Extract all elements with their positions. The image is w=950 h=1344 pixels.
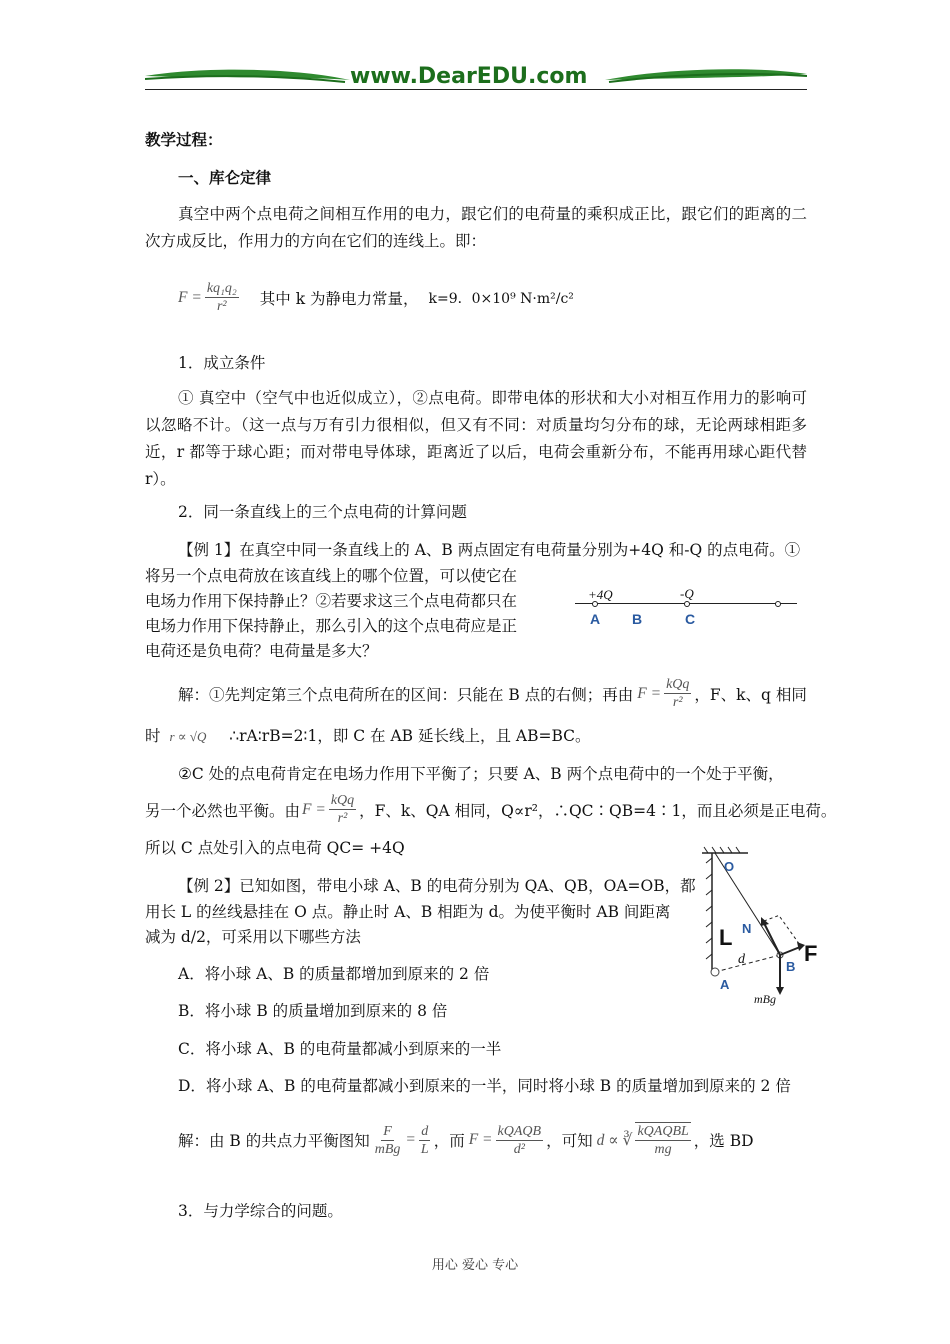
solution-1-fraction-2 — [329, 792, 356, 827]
charge-a-label: +4Q — [588, 587, 613, 602]
solution-1-frac2-den: r² — [337, 811, 348, 826]
formula-fraction — [205, 280, 239, 315]
subsection-2-title: 2．同一条直线上的三个点电荷的计算问题 — [178, 503, 467, 521]
option-d: D．将小球 A、B 的电荷量都减小到原来的一半，同时将小球 B 的质量增加到原来的 2 倍 — [178, 1077, 791, 1095]
formula-k-value: k=9．0×10⁹ N·m²/c² — [428, 290, 574, 307]
point-c-label: C — [685, 611, 696, 627]
solution-1-text-c1: 时 — [145, 727, 161, 745]
solution-1-frac-den: r² — [672, 695, 683, 710]
solution-1-line-1 — [178, 676, 807, 711]
example-1-line-3: 电场力作用下保持静止？②若要求这三个点电荷都只在 — [145, 592, 518, 610]
header-left-swoosh-icon — [145, 66, 350, 88]
header-right-swoosh-icon — [605, 66, 807, 88]
point-a-ball-label: A — [720, 977, 730, 992]
example-2-figure — [698, 845, 823, 1010]
solution-2-frac4-num: kQAQBL — [637, 1124, 689, 1139]
solution-2-frac1-den: mBg — [374, 1141, 401, 1157]
formula-denominator: r² — [216, 299, 227, 314]
solution-2-frac3-den: d² — [513, 1141, 525, 1157]
example-1-line-2: 将另一个点电荷放在该直线上的哪个位置，可以使它在 — [145, 567, 518, 585]
solution-1-text-d2a: 另一个必然也平衡。由 — [145, 801, 301, 820]
solution-2-text-e: ，选 BD — [693, 1132, 754, 1150]
point-a-label: A — [590, 611, 601, 627]
solution-2-frac4-den: mg — [654, 1142, 672, 1157]
solution-1-text-c2: ∴rA∶rB=2∶1，即 C 在 AB 延长线上，且 AB=BC。 — [229, 727, 591, 745]
length-l-label: L — [719, 925, 733, 950]
solution-2-frac3-num: kQAQB — [497, 1123, 542, 1139]
solution-1-line-2 — [145, 724, 591, 746]
force-f-label: F — [804, 941, 818, 966]
option-c: C．将小球 A、B 的电荷量都减小到原来的一半 — [178, 1040, 502, 1058]
solution-2-frac2-num: d — [421, 1123, 429, 1139]
solution-2-line — [178, 1122, 754, 1158]
option-a: A．将小球 A、B 的质量都增加到原来的 2 倍 — [178, 965, 490, 983]
solution-2-text-c: ，可知 — [546, 1132, 593, 1150]
solution-1-frac2-lhs: F = — [302, 800, 326, 818]
point-b-label: B — [632, 611, 643, 627]
pendulum-diagram — [698, 845, 823, 1010]
distance-d-label: d — [738, 952, 745, 967]
example-1-line-5: 电荷还是负电荷？电荷量是多大？ — [145, 642, 378, 660]
page-header — [145, 62, 807, 92]
subsection-1-title: 1．成立条件 — [178, 354, 266, 372]
heading-coulomb-law: 一、库仑定律 — [178, 168, 272, 187]
option-b: B．将小球 B 的质量增加到原来的 8 倍 — [178, 1002, 448, 1020]
formula-description: 其中 k 为静电力常量， — [259, 289, 419, 308]
solution-1-frac-lhs: F = — [637, 684, 662, 702]
solution-2-text-b: ，而 — [433, 1132, 465, 1150]
point-o-label: O — [724, 859, 735, 874]
solution-2-frac3-lhs: F = — [468, 1131, 493, 1148]
intro-paragraph: 真空中两个点电荷之间相互作用的电力，跟它们的电荷量的乘积成正比，跟它们的距离的二次方成反比，作用力的方向在它们的连线上。即： — [145, 205, 807, 250]
solution-2-proportion: d ∝ ∛ — [596, 1131, 633, 1149]
section-title: 教学过程： — [145, 130, 223, 149]
solution-2-fraction-3 — [496, 1123, 544, 1158]
example-2-line-1: 【例 2】已知如图，带电小球 A、B 的电荷分别为 QA、QB，OA=OB，都 — [178, 877, 696, 895]
solution-1-text-a: 解：①先判定第三个点电荷所在的区间：只能在 B 点的右侧；再由 — [178, 685, 634, 704]
solution-1-proportion: r ∝ √Q — [169, 729, 207, 744]
solution-1-frac-num: kQq — [666, 677, 690, 692]
solution-1-line-4 — [145, 792, 836, 827]
subsection-3-title: 3．与力学综合的问题。 — [178, 1202, 343, 1220]
solution-1-frac2-num: kQq — [330, 793, 355, 808]
point-end-dot — [775, 601, 781, 607]
solution-2-text-a: 解：由 B 的共点力平衡图知 — [178, 1132, 370, 1150]
point-b-ball-label: B — [786, 959, 796, 974]
solution-2-frac2-den: L — [420, 1141, 429, 1157]
example-1-line-1: 【例 1】在真空中同一条直线上的 A、B 两点固定有电荷量分别为+4Q 和-Q 的点电荷。① — [178, 541, 801, 559]
example-1-figure — [570, 585, 800, 635]
solution-1-fraction — [664, 676, 691, 711]
header-rule — [145, 89, 807, 90]
example-2-line-2: 用长 L 的丝线悬挂在 O 点。静止时 A、B 相距为 d。为使平衡时 AB 间距离 — [145, 903, 671, 921]
page-footer: 用心 爱心 专心 — [431, 1258, 519, 1273]
header-site-url[interactable]: www.DearEDU.com — [350, 64, 588, 89]
solution-2-frac1-num: F — [383, 1123, 392, 1139]
solution-1-text-d2b: ，F、k、QA 相同，Q∝r²，∴QC∶QB=4∶1，而且必须是正电荷。 — [359, 801, 837, 820]
weight-mg-label: mBg — [754, 992, 776, 1006]
formula-numerator: kq₁q₂ — [206, 281, 237, 296]
example-1-line-4: 电场力作用下保持静止，那么引入的这个点电荷应是正 — [145, 617, 518, 635]
solution-1-line-5: 所以 C 点处引入的点电荷 QC= +4Q — [145, 839, 405, 857]
solution-2-fraction-4 — [635, 1122, 690, 1158]
formula-lhs: F = — [178, 288, 202, 306]
solution-2-equals: = — [405, 1131, 416, 1148]
solution-2-fraction-2 — [419, 1123, 431, 1158]
normal-n-label: N — [742, 921, 752, 936]
solution-1-text-b: ，F、k、q 相同 — [694, 685, 807, 704]
solution-1-line-3: ②C 处的点电荷肯定在电场力作用下平衡了；只要 A、B 两个点电荷中的一个处于平衡， — [178, 765, 784, 783]
example-2-line-3: 减为 d/2，可采用以下哪些方法 — [145, 928, 361, 946]
solution-2-fraction-1 — [373, 1123, 403, 1158]
charge-b-label: -Q — [680, 586, 694, 601]
subsection-1-text: ① 真空中（空气中也近似成立），②点电荷。即带电体的形状和大小对相互作用力的影响可以忽略不计。（这一点与万有引力很相似，但又有不同：对质量均匀分布的球，无论两球相距多近，r 都等于球心距；而对带电导体球，距离近了以后，电荷会重新分布，不能再用球心距代替 r）。 — [145, 389, 807, 488]
coulomb-formula — [178, 280, 574, 315]
